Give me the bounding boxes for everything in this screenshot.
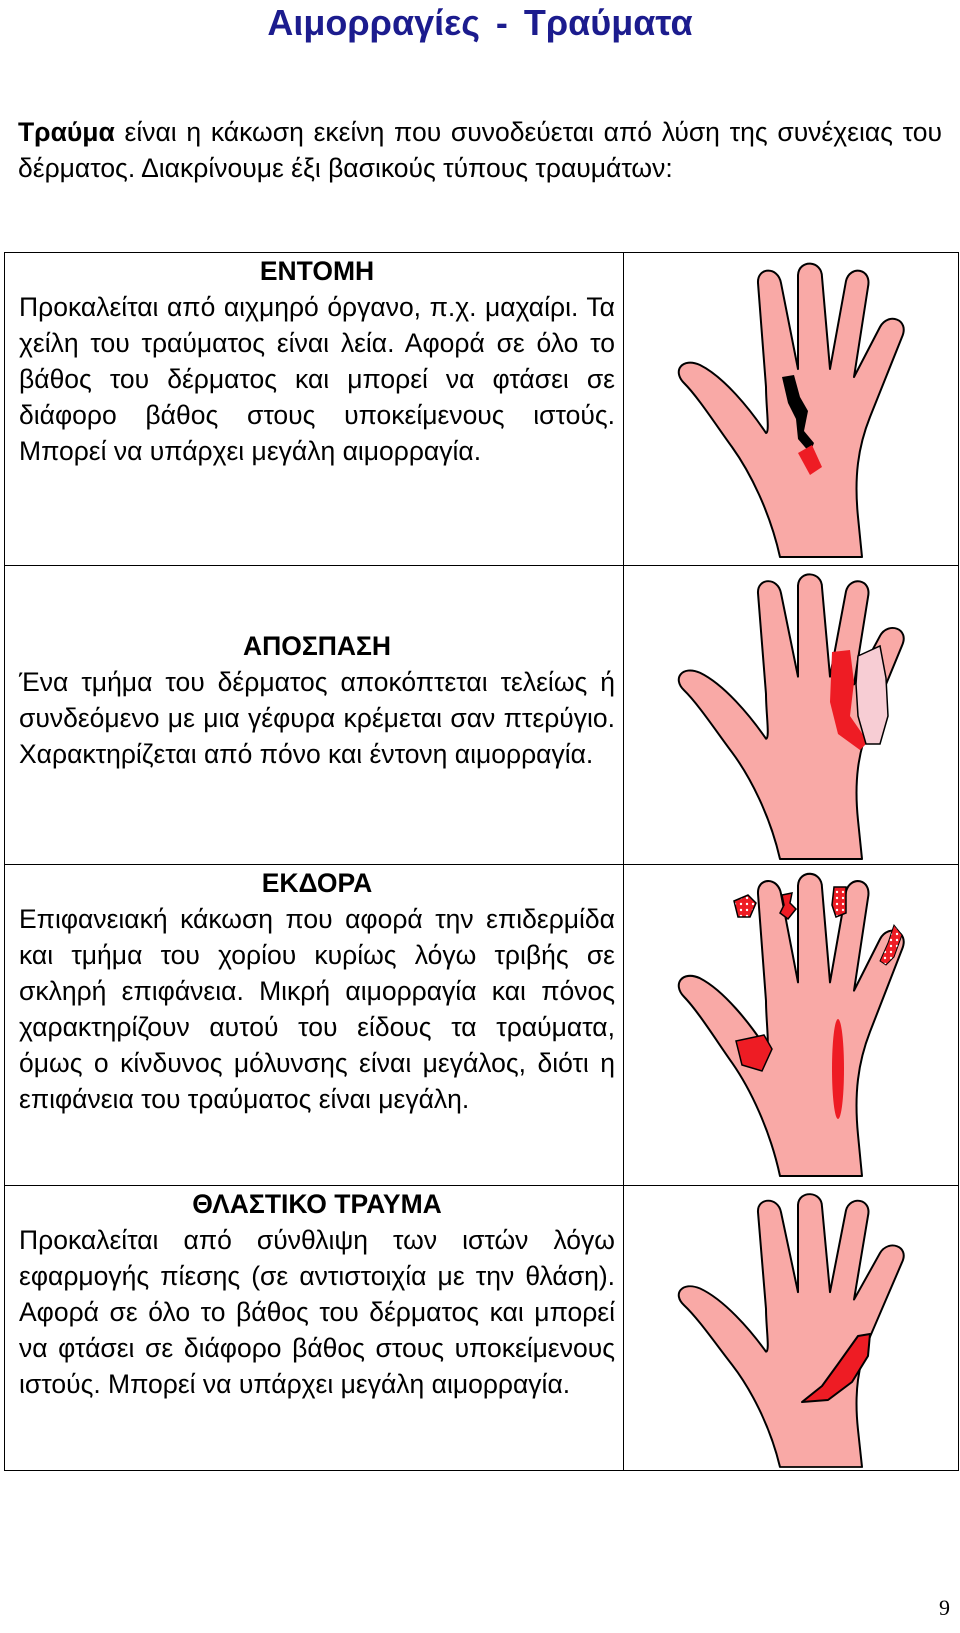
hand-crush-wound-illustration — [624, 1186, 958, 1470]
abrasion-text — [19, 865, 615, 1117]
table-row-abrasion — [5, 865, 959, 1186]
abrasion-mark-ring — [832, 887, 846, 917]
abrasion-mark-index — [734, 895, 756, 917]
intro-text: είναι η κάκωση εκείνη που συνοδεύεται από λύση της συνέχειας του δέρματος. Διακρίνουμε έξι βασικούς τύπους τραυμάτων: — [18, 117, 942, 183]
page-title: Αιμορραγίες - Τραύματα — [267, 2, 693, 43]
incision-text — [19, 253, 615, 469]
avulsion-heading: ΑΠΟΣΠΑΣΗ — [242, 631, 392, 661]
intro-term: Τραύμα — [18, 117, 115, 147]
hand-avulsion-illustration — [624, 566, 958, 864]
page-number: 9 — [939, 1595, 950, 1620]
intro-paragraph — [18, 114, 942, 186]
table-row-crush-wound — [5, 1186, 959, 1471]
crush-wound-heading: ΘΛΑΣΤΙΚΟ ΤΡΑΥΜΑ — [192, 1189, 442, 1219]
crush-wound-description: Προκαλείται από σύνθλιψη των ιστών λόγω εφαρμογής πίεσης (σε αντιστοιχία με την θλάση). Αφορά σε όλο το βάθος του δέρματος και μπορεί να φτάσει σε διάφορο βάθος στους υποκείμενους ιστούς. Μπορεί να υπάρχει μεγάλη αιμορραγία. — [19, 1225, 615, 1399]
hand-abrasion-illustration — [624, 865, 958, 1185]
incision-heading: ΕΝΤΟΜΗ — [259, 256, 375, 286]
hand-incision-illustration — [624, 253, 958, 565]
wound-types-table — [4, 252, 959, 1471]
abrasion-description: Επιφανειακή κάκωση που αφορά την επιδερμίδα και τμήμα του χορίου κυρίως λόγω τριβής σε σκληρή επιφάνεια. Μικρή αιμορραγία και πόνος χαρακτηρίζουν αυτού του είδους τα τραύματα, όμως ο κίνδυνος μόλυνσης είναι μεγάλος, διότι η επιφάνεια του τραύματος είναι μεγάλη. — [19, 904, 615, 1114]
avulsion-text — [19, 628, 615, 772]
abrasion-heading: ΕΚΔΟΡΑ — [261, 868, 373, 898]
crush-wound-text — [19, 1186, 615, 1402]
table-row-avulsion — [5, 566, 959, 865]
avulsion-description: Ένα τμήμα του δέρματος αποκόπτεται τελείως ή συνδεόμενο με μια γέφυρα κρέμεται σαν πτερύγιο. Χαρακτηρίζεται από πόνο και έντονη αιμορραγία. — [19, 667, 615, 769]
table-row-incision — [5, 253, 959, 566]
incision-description: Προκαλείται από αιχμηρό όργανο, π.χ. μαχαίρι. Τα χείλη του τραύματος είναι λεία. Αφορά σε όλο το βάθος του δέρματος και μπορεί να φτάσει σε διάφορο βάθος στους υποκείμενους ιστούς. Μπορεί να υπάρχει μεγάλη αιμορραγία. — [19, 292, 615, 466]
abrasion-mark-wrist — [832, 1019, 844, 1119]
